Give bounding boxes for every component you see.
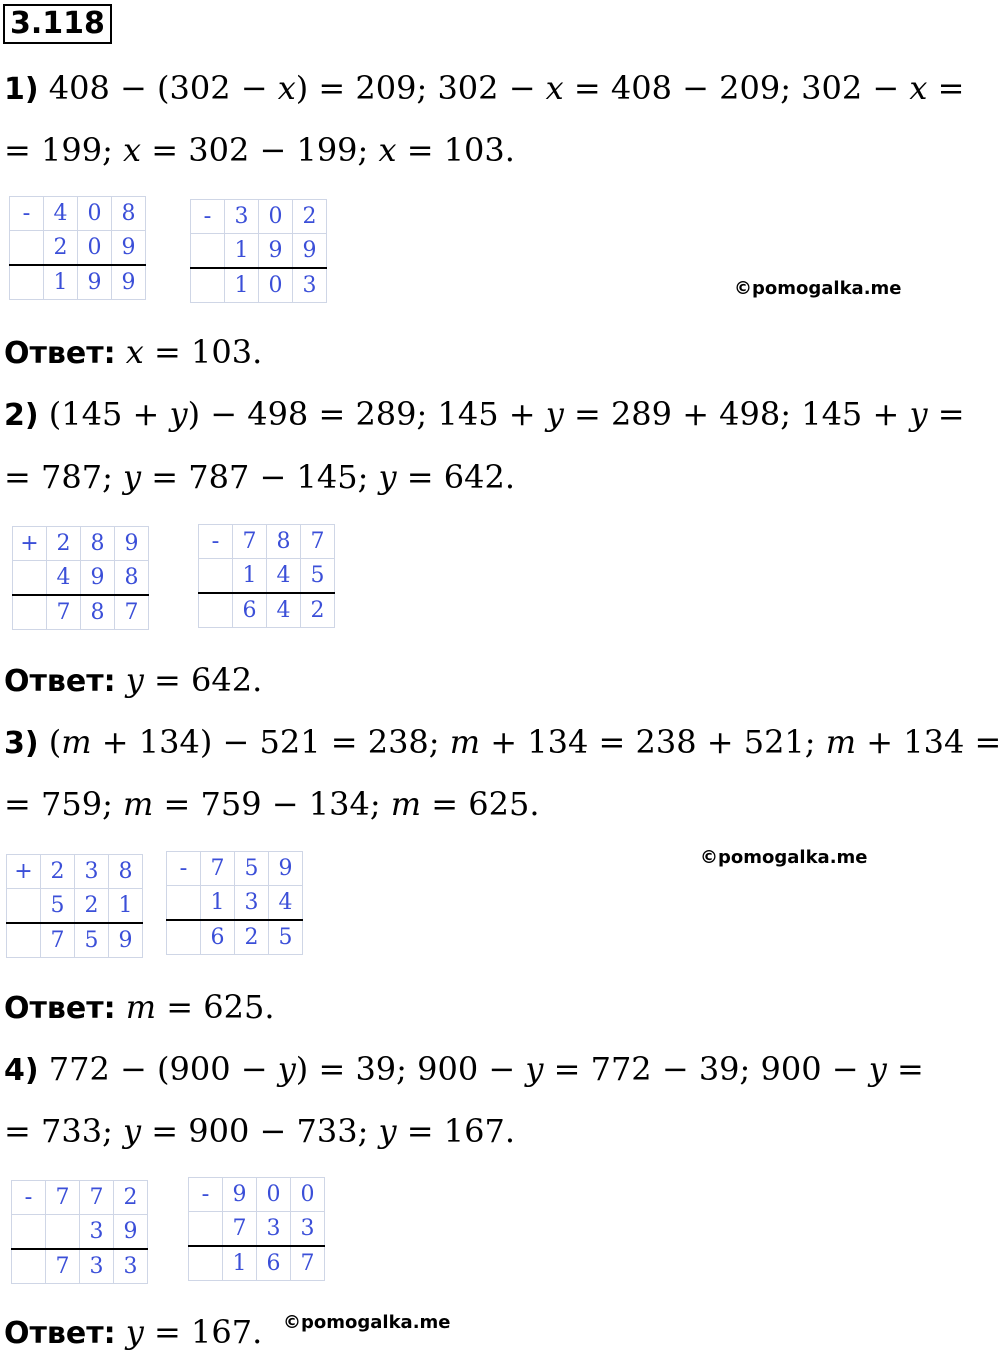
answer-label: Ответ: bbox=[4, 664, 116, 699]
grid-digit: 2 bbox=[44, 231, 78, 266]
grid-digit: 9 bbox=[81, 561, 115, 596]
grid-operator: - bbox=[167, 852, 201, 886]
grid-digit: 7 bbox=[223, 1212, 257, 1247]
grid-digit: 9 bbox=[259, 234, 293, 269]
column-calc-grid bbox=[190, 199, 327, 303]
grid-digit: 7 bbox=[46, 1249, 80, 1284]
grid-digit: 1 bbox=[109, 889, 143, 924]
equation-text: (m + 134) − 521 = 238; m + 134 = 238 + 521; m + 134 = bbox=[48, 723, 1001, 761]
grid-operator: - bbox=[10, 197, 44, 231]
grid-digit: 1 bbox=[201, 886, 235, 921]
grid-digit: 8 bbox=[81, 527, 115, 561]
grid-operator: - bbox=[191, 200, 225, 234]
grid-digit: 0 bbox=[257, 1178, 291, 1212]
grid-digit: 3 bbox=[114, 1249, 148, 1284]
column-calc-grid bbox=[166, 851, 303, 955]
grid-digit: 6 bbox=[201, 920, 235, 955]
grid-digit: 9 bbox=[109, 923, 143, 958]
task-4-line-1 bbox=[4, 1049, 924, 1091]
grid-digit: 9 bbox=[78, 265, 112, 300]
equation-text: 772 − (900 − y) = 39; 900 − y = 772 − 39; 900 − y = bbox=[48, 1050, 924, 1088]
watermark: ©pomogalka.me bbox=[700, 847, 868, 868]
grid-digit: 8 bbox=[81, 595, 115, 630]
grid-digit: 4 bbox=[269, 886, 303, 921]
column-calc-grid bbox=[12, 526, 149, 630]
grid-digit: 6 bbox=[233, 593, 267, 628]
grid-digit: 2 bbox=[293, 200, 327, 234]
grid-digit: 2 bbox=[114, 1181, 148, 1215]
task-3-line-1 bbox=[4, 722, 1001, 764]
grid-digit: 7 bbox=[46, 1181, 80, 1215]
grid-digit: 3 bbox=[80, 1215, 114, 1250]
grid-digit bbox=[46, 1215, 80, 1250]
grid-digit: 9 bbox=[223, 1178, 257, 1212]
grid-digit: 0 bbox=[78, 197, 112, 231]
exercise-number: 3.118 bbox=[3, 4, 112, 44]
grid-digit: 3 bbox=[293, 268, 327, 303]
grid-digit: 4 bbox=[47, 561, 81, 596]
watermark: ©pomogalka.me bbox=[734, 278, 902, 299]
column-calc-grid bbox=[198, 524, 335, 628]
grid-digit: 3 bbox=[257, 1212, 291, 1247]
grid-digit: 2 bbox=[41, 855, 75, 889]
column-calc-grid bbox=[188, 1177, 325, 1281]
grid-digit: 5 bbox=[269, 920, 303, 955]
grid-digit: 4 bbox=[267, 559, 301, 594]
grid-digit: 1 bbox=[225, 268, 259, 303]
grid-digit: 0 bbox=[78, 231, 112, 266]
grid-digit: 2 bbox=[301, 593, 335, 628]
grid-digit: 5 bbox=[235, 852, 269, 886]
grid-digit: 3 bbox=[235, 886, 269, 921]
task-2-line-2: = 787; y = 787 − 145; y = 642. bbox=[4, 458, 515, 496]
column-calc-grid bbox=[11, 1180, 148, 1284]
grid-digit: 1 bbox=[223, 1246, 257, 1281]
task-number: 2) bbox=[4, 398, 39, 433]
grid-digit: 8 bbox=[112, 197, 146, 231]
grid-digit: 8 bbox=[267, 525, 301, 559]
task-2-line-1 bbox=[4, 394, 965, 436]
grid-digit: 1 bbox=[225, 234, 259, 269]
grid-digit: 0 bbox=[259, 268, 293, 303]
grid-digit: 3 bbox=[80, 1249, 114, 1284]
grid-digit: 3 bbox=[291, 1212, 325, 1247]
grid-digit: 0 bbox=[259, 200, 293, 234]
answer-label: Ответ: bbox=[4, 991, 116, 1026]
grid-digit: 7 bbox=[47, 595, 81, 630]
grid-digit: 9 bbox=[293, 234, 327, 269]
grid-operator: + bbox=[13, 527, 47, 561]
grid-operator: - bbox=[189, 1178, 223, 1212]
grid-operator: + bbox=[7, 855, 41, 889]
task-3-line-2: = 759; m = 759 − 134; m = 625. bbox=[4, 785, 540, 823]
column-calc-grid bbox=[9, 196, 146, 300]
grid-digit: 5 bbox=[75, 923, 109, 958]
grid-digit: 5 bbox=[301, 559, 335, 594]
grid-digit: 2 bbox=[47, 527, 81, 561]
grid-digit: 7 bbox=[41, 923, 75, 958]
grid-digit: 9 bbox=[112, 231, 146, 266]
grid-digit: 9 bbox=[115, 527, 149, 561]
grid-digit: 3 bbox=[75, 855, 109, 889]
grid-digit: 2 bbox=[75, 889, 109, 924]
grid-digit: 3 bbox=[225, 200, 259, 234]
task-1-line-1 bbox=[4, 68, 964, 110]
equation-text: (145 + y) − 498 = 289; 145 + y = 289 + 498; 145 + y = bbox=[48, 395, 965, 433]
grid-digit: 7 bbox=[115, 595, 149, 630]
answer-value: x = 103. bbox=[125, 333, 263, 371]
task-number: 4) bbox=[4, 1053, 39, 1088]
grid-digit: 8 bbox=[109, 855, 143, 889]
answer-3 bbox=[4, 987, 275, 1029]
answer-value: y = 642. bbox=[125, 661, 263, 699]
grid-digit: 7 bbox=[233, 525, 267, 559]
grid-digit: 7 bbox=[291, 1246, 325, 1281]
answer-value: m = 625. bbox=[125, 988, 275, 1026]
grid-digit: 5 bbox=[41, 889, 75, 924]
watermark: ©pomogalka.me bbox=[283, 1312, 451, 1333]
answer-1 bbox=[4, 332, 262, 374]
grid-digit: 7 bbox=[201, 852, 235, 886]
grid-digit: 4 bbox=[44, 197, 78, 231]
answer-4 bbox=[4, 1312, 262, 1354]
answer-value: y = 167. bbox=[125, 1313, 263, 1351]
grid-digit: 7 bbox=[80, 1181, 114, 1215]
column-calc-grid bbox=[6, 854, 143, 958]
grid-digit: 9 bbox=[112, 265, 146, 300]
task-4-line-2: = 733; y = 900 − 733; y = 167. bbox=[4, 1112, 515, 1150]
grid-operator: - bbox=[199, 525, 233, 559]
answer-label: Ответ: bbox=[4, 1316, 116, 1351]
answer-label: Ответ: bbox=[4, 336, 116, 371]
grid-digit: 1 bbox=[44, 265, 78, 300]
grid-digit: 7 bbox=[301, 525, 335, 559]
grid-operator: - bbox=[12, 1181, 46, 1215]
grid-digit: 8 bbox=[115, 561, 149, 596]
grid-digit: 0 bbox=[291, 1178, 325, 1212]
grid-digit: 2 bbox=[235, 920, 269, 955]
grid-digit: 9 bbox=[114, 1215, 148, 1250]
grid-digit: 1 bbox=[233, 559, 267, 594]
equation-text: 408 − (302 − x) = 209; 302 − x = 408 − 209; 302 − x = bbox=[48, 69, 965, 107]
task-number: 1) bbox=[4, 72, 39, 107]
grid-digit: 9 bbox=[269, 852, 303, 886]
task-number: 3) bbox=[4, 726, 39, 761]
grid-digit: 4 bbox=[267, 593, 301, 628]
answer-2 bbox=[4, 660, 262, 702]
grid-digit: 6 bbox=[257, 1246, 291, 1281]
task-1-line-2: = 199; x = 302 − 199; x = 103. bbox=[4, 131, 515, 169]
